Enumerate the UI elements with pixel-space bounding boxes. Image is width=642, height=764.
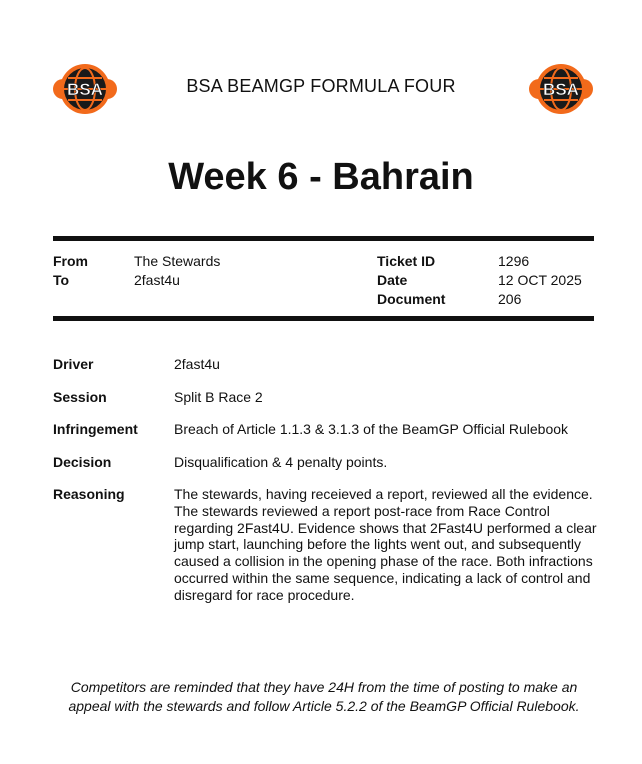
divider-top: [53, 236, 594, 241]
footer-note: Competitors are reminded that they have 24H from the time of posting to make an appeal with the stewards and follow Article 5.2.2 of the BeamGP Official Rulebook.: [68, 679, 580, 714]
bsa-logo-right: [528, 58, 594, 120]
session-value: Split B Race 2: [174, 389, 263, 405]
session-label: Session: [53, 389, 107, 405]
driver-label: Driver: [53, 356, 94, 372]
logo-text: BSA: [543, 80, 579, 99]
decision-label: Decision: [53, 454, 112, 470]
to-value: 2fast4u: [134, 272, 180, 288]
ticket-id-value: 1296: [498, 253, 530, 269]
from-label: From: [53, 253, 88, 269]
date-value: 12 OCT 2025: [498, 272, 582, 288]
date-label: Date: [377, 272, 408, 288]
header-title: BSA BEAMGP FORMULA FOUR: [186, 76, 456, 96]
from-value: The Stewards: [134, 253, 221, 269]
driver-value: 2fast4u: [174, 356, 220, 372]
to-label: To: [53, 272, 70, 288]
reasoning-label: Reasoning: [53, 486, 125, 502]
infringement-label: Infringement: [53, 421, 138, 437]
infringement-value: Breach of Article 1.1.3 & 3.1.3 of the BeamGP Official Rulebook: [174, 421, 569, 437]
reasoning-value: The stewards, having receieved a report, reviewed all the evidence. The stewards reviewed a report post-race from Race Control regarding 2Fast4U. Evidence shows that 2Fast4U performed a clear jump start, launching before the lights went out, and subsequently caused a collision in the opening phase of the race. Both infractions occurred within the same sequence, indicating a lack of control and disregard for race procedure.: [174, 486, 597, 603]
page-title: Week 6 - Bahrain: [168, 156, 474, 198]
logo-text: BSA: [67, 80, 103, 99]
document-value: 206: [498, 291, 522, 307]
ticket-id-label: Ticket ID: [377, 253, 436, 269]
decision-value: Disqualification & 4 penalty points.: [174, 454, 388, 470]
document-label: Document: [377, 291, 446, 307]
divider-bottom: [53, 316, 594, 321]
